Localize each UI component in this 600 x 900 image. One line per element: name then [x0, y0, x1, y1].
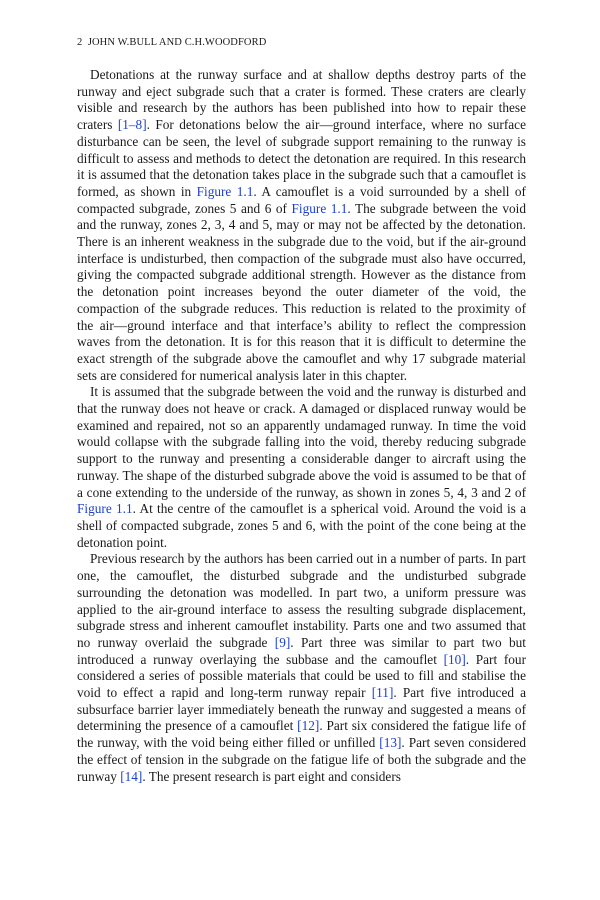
figure-link-1-1[interactable]: Figure 1.1	[196, 183, 254, 199]
citation-link-11[interactable]: [11]	[371, 685, 394, 701]
citation-link-1-8[interactable]: [1–8]	[117, 117, 147, 133]
running-head-authors: JOHN W.BULL AND C.H.WOODFORD	[87, 37, 267, 48]
citation-link-13[interactable]: [13]	[379, 735, 402, 751]
figure-link-1-1[interactable]: Figure 1.1	[77, 501, 133, 517]
page-number: 2	[77, 37, 83, 48]
body-text	[77, 67, 526, 785]
citation-link-12[interactable]: [12]	[297, 718, 320, 734]
paragraph-3: Previous research by the authors has been carried out in a number of parts. In part one, the camouflet, the disturbed subgrade and the undisturbed subgrade surrounding the detonation was modelled. In part two, a uniform pressure was applied to the air-ground interface to assess the resulting subgrade displacement, subgrade stress and inherent camouflet instability. Parts one and two assumed that no runway overlaid the subgrade [9]. Part three was similar to part two but introduced a runway overlaying the subbase and the camouflet [10]. Part four considered a series of possible materials that could be used to fill and stabilise the void to effect a rapid and long-term runway repair [11]. Part five introduced a subsurface barrier layer immediately beneath the runway and suggested a means of determining the presence of a camouflet [12]. Part six considered the fatigue life of the runway, with the void being either filled or unfilled [13]. Part seven considered the effect of tension in the subgrade on the fatigue life of both the subgrade and the runway [14]. The present research is part eight and considers	[77, 551, 527, 784]
citation-link-14[interactable]: [14]	[120, 768, 143, 784]
citation-link-10[interactable]: [10]	[443, 651, 466, 667]
citation-link-9[interactable]: [9]	[274, 634, 291, 650]
paragraph-1: Detonations at the runway surface and at shallow depths destroy parts of the runway and eject subgrade such that a crater is formed. These craters are clearly visible and research by the authors has been published into how to repair these craters [1–8]. For detonations below the air—ground interface, where no surface disturbance can be seen, the level of subgrade support remaining to the runway is difficult to assess and methods to detect the detonation are required. In this research it is assumed that the detonation takes place in the subgrade such that a camouflet is formed, as shown in Figure 1.1. A camouflet is a void surrounded by a shell of compacted subgrade, zones 5 and 6 of Figure 1.1. The subgrade between the void and the runway, zones 2, 3, 4 and 5, may or may not be affected by the detonation. There is an inherent weakness in the subgrade due to the void, but if the air-ground interface is undisturbed, then compaction of the subgrade must also have occurred, giving the compacted subgrade additional strength. However as the distance from the detonation point increases beyond the outer diameter of the void, the compaction of the subgrade reduces. This reduction is related to the proximity of the air—ground interface and that interface’s ability to reflect the compression waves from the detonation. It is for this reason that it is difficult to determine the exact strength of the subgrade above the camouflet and why 17 subgrade material sets are considered for numerical analysis later in this chapter.	[77, 67, 527, 383]
paragraph-2: It is assumed that the subgrade between the void and the runway is disturbed and that the runway does not heave or crack. A damaged or displaced runway would be examined and repaired, not so an apparently undamaged runway. In time the void would collapse with the subgrade falling into the void, thereby reducing subgrade support to the runway and presenting a considerable danger to aircraft using the runway. The shape of the disturbed subgrade above the void is assumed to be that of a cone extending to the underside of the runway, as shown in zones 5, 4, 3 and 2 of Figure 1.1. At the centre of the camouflet is a spherical void. Around the void is a shell of compacted subgrade, zones 5 and 6, with the point of the cone being at the detonation point.	[77, 384, 526, 550]
figure-link-1-1[interactable]: Figure 1.1	[291, 200, 348, 216]
running-header	[77, 37, 266, 48]
